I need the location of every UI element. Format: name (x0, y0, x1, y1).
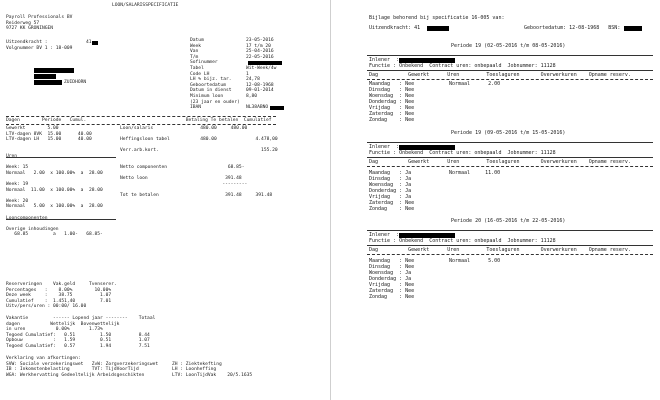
meta-label: Minimum loon (190, 94, 224, 99)
address-city: ZUIDHORN (64, 80, 87, 85)
line: Deze week : 38.75 1.07 (6, 293, 112, 299)
day-row: Zaterdag : Nee (369, 200, 415, 206)
day-row: Vrijdag : Ja (369, 194, 412, 200)
uitzendkracht-value: 41 (86, 40, 92, 45)
day-row: Zaterdag : Nee (369, 111, 415, 117)
day-row: Dinsdag : Nee (369, 87, 415, 93)
line: Tegoed Cumulatief: 0.51 1.50 8.44 (6, 332, 150, 338)
meta-label: IBAN (190, 105, 202, 111)
day-row: Woensdag : Ja (369, 270, 412, 276)
divider (6, 157, 116, 158)
redaction-bar (92, 41, 98, 45)
meta-label: Datum (190, 38, 204, 43)
meta-label: Code LH (190, 71, 210, 77)
line: Reserveringen Vak.geld Tvenserer. (6, 282, 117, 287)
meta-label: LH % bijz. tar. (190, 77, 232, 83)
attachment-page (331, 0, 660, 400)
redaction-bar (427, 26, 449, 31)
section-heading: Uren (6, 153, 18, 159)
day-row: Donderdag : Nee (369, 99, 415, 105)
vacation-block (6, 316, 155, 350)
divider (6, 116, 276, 117)
line: SVW: Sociale verzekeringswet ZvW: Zorgverzekeringswet ZH : Ziektekefting (6, 361, 222, 367)
day-list (369, 81, 414, 123)
attachment-heading: Bijlage behorend bij specificatie 16-005 van: (369, 15, 505, 21)
day-list (369, 170, 414, 212)
line: Verr.arb.kort. 155.20 (120, 148, 278, 154)
employer-line: 9727 KK GRONINGEN (6, 26, 54, 32)
total-line: Tot te betalen 391.48 391.48 (120, 193, 273, 199)
line: --------- (120, 181, 248, 187)
divider (367, 55, 653, 56)
day-row: Dinsdag : Nee (369, 264, 415, 270)
divider (6, 219, 116, 220)
line: Heffingsloon tabel 480.00 4.478,00 (120, 137, 278, 143)
columns-header: Dag Gewerkt Uren Toeslaguren Overwerkuren Opname reserv. (369, 159, 631, 165)
divider (367, 254, 653, 255)
normaal-hours: Normaal 2.00 (449, 81, 501, 87)
meta-label: Geboortedatum (190, 82, 226, 88)
normaal-hours: Normaal 11.00 (449, 170, 501, 176)
line: Week: 20 (6, 198, 29, 204)
redaction-bar (34, 74, 56, 79)
columns-header: Dag Gewerkt Uren Toeslaguren Overwerkuren Opname reserv. (369, 247, 631, 253)
divider (367, 245, 653, 246)
meta-value: Wit-Week/4w (246, 66, 277, 71)
line: Cumulatief : 1.451,40 7.01 (6, 298, 112, 304)
day-row: Woensdag : Ja (369, 182, 412, 188)
meta-label: Datum in dienst (190, 88, 232, 94)
meta-value: 1 (246, 71, 249, 77)
divider (6, 124, 276, 125)
reservations-block (6, 282, 117, 310)
line: Week: 15 (6, 165, 29, 171)
day-row: Vrijdag : Nee (369, 105, 415, 111)
meta-value: 12-08-1968 (246, 82, 274, 88)
line: Loon/salaris 480.00 480.00 (120, 126, 248, 131)
redaction-bar (399, 145, 455, 150)
meta-label: Sofinummer (190, 60, 218, 66)
section-heading: Looncomponenten (6, 215, 48, 221)
line: Verklaring van afkortingen: (6, 356, 81, 361)
day-row: Woensdag : Nee (369, 93, 415, 99)
divider (367, 70, 653, 71)
line: Netto loon 391.48 (120, 176, 242, 182)
line: Normaal 2.00 x 100.00% a 28.00 (6, 170, 103, 176)
functie-line: Functie : Onbekend Contract uren: onbepaald Jobnummer: 11128 (369, 63, 556, 69)
redaction-bar (399, 233, 455, 238)
meta-value: 17 t/m 20 (246, 43, 271, 49)
line: LTV-dagen LH 15.00 40.00 (6, 137, 92, 143)
table-header: Dagen Periode Cumul. Betaling Te betalen Cumulatief (6, 118, 272, 123)
attachment-uitzendkracht: Uitzendkracht: 41 (369, 25, 421, 31)
line: Gewerkt 5.00 (6, 126, 59, 131)
divider (367, 230, 653, 231)
line: Opbouw : 1.59 0.51 1.07 (6, 338, 150, 344)
amounts-column (120, 126, 278, 199)
redaction-bar (34, 68, 74, 73)
meta-label: (23 jaar en ouder) (190, 99, 240, 105)
redaction-bar (248, 61, 282, 66)
line: in uren 0.00% 1.73% (6, 327, 103, 333)
divider (367, 166, 653, 167)
line: LTV-dagen 8VK 15.00 40.00 (6, 131, 92, 137)
day-row: Donderdag : Ja (369, 188, 412, 194)
day-row: Donderdag : Ja (369, 276, 412, 282)
redaction-bar (624, 26, 642, 31)
line: dagen Wettelijk Bovenwettelijk (6, 321, 120, 327)
inlener-label: Inlener : (369, 144, 400, 150)
meta-value: 09-01-2014 (246, 88, 274, 94)
line: Vakantie ------ Lopend jaar -------- Totaal (6, 316, 156, 321)
line: Tegoed Cumulatief: 0.57 1.94 7.51 (6, 343, 150, 349)
meta-value: 8,80 (246, 94, 258, 99)
divider (367, 142, 653, 143)
divider (367, 157, 653, 158)
meta-value: 24,78 (246, 77, 260, 83)
meta-value: NL38ABNO (246, 105, 269, 111)
line: Week: 19 (6, 181, 29, 187)
meta-label: Van (190, 49, 199, 55)
period-title: Periode 19 (02-05-2016 t/m 08-05-2016) (451, 43, 566, 49)
payslip-title: LOON/SALARISSPECIFICATIE (112, 3, 179, 8)
day-row: Zaterdag : Nee (369, 288, 415, 294)
day-list (369, 258, 414, 300)
abbreviations-block (6, 356, 252, 378)
day-row: Zondag : Nee (369, 206, 415, 212)
line: Overige inhoudingen (6, 226, 59, 232)
day-row: Dinsdag : Ja (369, 176, 412, 182)
meta-value: 23-05-2016 (246, 38, 274, 43)
redaction-bar (399, 58, 455, 63)
period-title: Periode 19 (09-05-2016 t/m 15-05-2016) (451, 130, 566, 136)
redaction-bar (34, 80, 62, 85)
uitzendkracht-label: Uitzendkracht : (6, 40, 48, 45)
functie-line: Functie : Onbekend Contract uren: onbepaald Jobnummer: 11128 (369, 238, 556, 244)
line: WGA: Werkhervatting Gedeeltelijk Arbeidsgeschikten LTV: LoonTijdVak 20/5.1635 (6, 372, 253, 378)
day-row: Maandag : Nee (369, 81, 415, 87)
redaction-bar (270, 106, 284, 111)
day-row: Zondag : Nee (369, 117, 415, 123)
line: 68.85 a 1.00- 68.85- (6, 232, 103, 238)
inlener-label: Inlener : (369, 57, 400, 63)
columns-header: Dag Gewerkt Uren Toeslaguren Overwerkuren Opname reserv. (369, 72, 631, 78)
line: Uitv/pers/uren : 00:00/ 16.00 (6, 304, 87, 310)
meta-value: 25-04-2016 (246, 49, 274, 55)
divider (367, 79, 653, 80)
day-row: Zondag : Nee (369, 294, 415, 300)
functie-line: Functie : Onbekend Contract uren: onbepaald Jobnummer: 11128 (369, 150, 556, 156)
meta-label: T/m (190, 54, 199, 60)
meta-value: 22-05-2016 (246, 54, 274, 60)
meta-label: Week (190, 43, 202, 49)
employer-line: Payroll Professionals BV (6, 15, 73, 20)
line: Netto componenten 68.85- (120, 165, 245, 171)
line: Normaal 5.00 x 100.00% a 28.00 (6, 204, 103, 210)
line: Normaal 11.00 x 100.00% a 28.00 (6, 187, 103, 193)
normaal-hours: Normaal 5.00 (449, 258, 501, 264)
meta-label: Tabel (190, 66, 204, 71)
line: Percentages : 8.00% 10.00% (6, 287, 112, 293)
inlener-label: Inlener : (369, 232, 400, 238)
employer-line: Reiderweg 57 (6, 20, 40, 26)
attachment-birthdate: Geboortedatum: 12-08-1968 BSN: (524, 25, 621, 31)
day-row: Maandag : Ja (369, 170, 412, 176)
line: IB : Inkomstenbelasting TVT: TijdVoorTijd LH : Loonheffing (6, 367, 217, 373)
day-row: Vrijdag : Nee (369, 282, 415, 288)
period-title: Periode 20 (16-05-2016 t/m 22-05-2016) (451, 218, 566, 224)
hours-column (6, 126, 103, 238)
volgnummer: Volgnummer BV 1 : 18-009 (6, 46, 73, 51)
day-row: Maandag : Nee (369, 258, 415, 264)
